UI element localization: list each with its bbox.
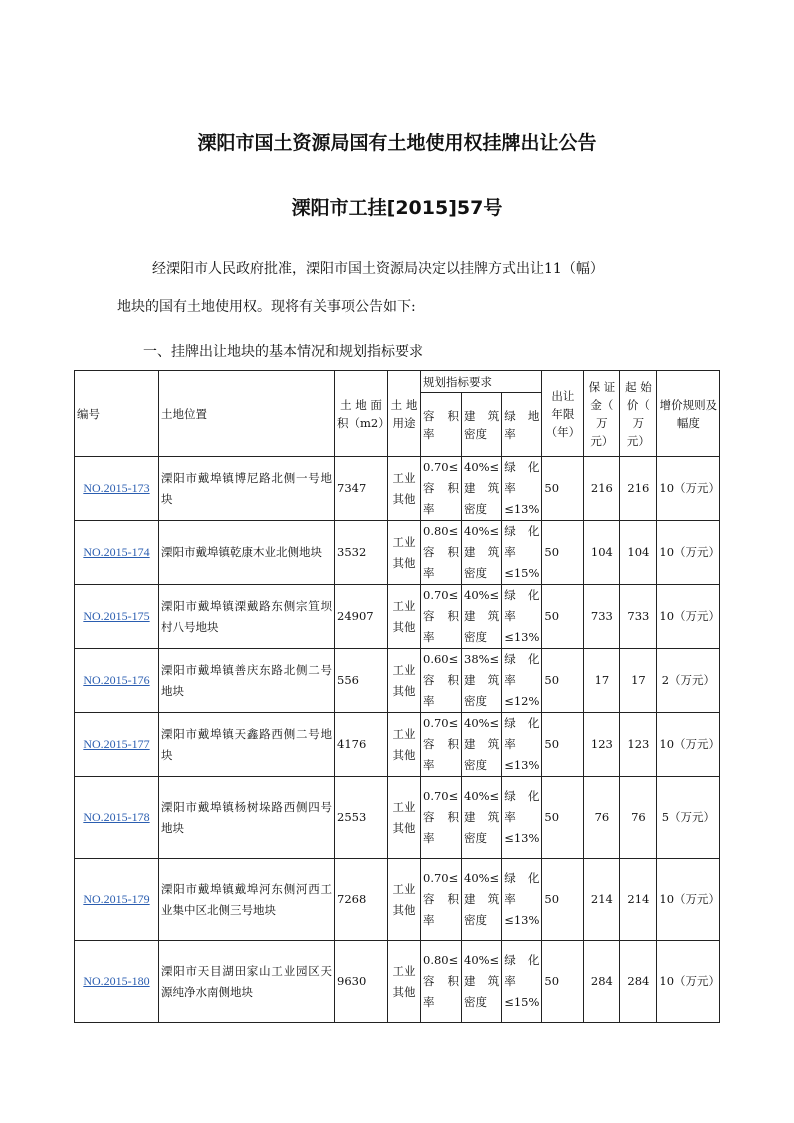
- header-deposit: 保 证 金（ 万 元）: [584, 371, 620, 457]
- cell-term: 50: [542, 713, 584, 777]
- table-row: [75, 941, 720, 1023]
- cell-density: 40%≤建 筑密度: [462, 457, 502, 521]
- cell-location: 溧阳市戴埠镇杨树垛路西侧四号地块: [159, 777, 335, 859]
- cell-start-price: 214: [620, 859, 657, 941]
- cell-area: 9630: [335, 941, 388, 1023]
- cell-density: 40%≤建 筑密度: [462, 859, 502, 941]
- parcel-number-link[interactable]: NO.2015-175: [83, 609, 150, 623]
- cell-area: 7347: [335, 457, 388, 521]
- cell-far: 0.60≤容 积率: [421, 649, 462, 713]
- cell-start-price: 733: [620, 585, 657, 649]
- cell-start-price: 123: [620, 713, 657, 777]
- cell-density: 40%≤建 筑密度: [462, 521, 502, 585]
- table-row: [75, 521, 720, 585]
- parcel-table: [74, 370, 720, 1023]
- cell-location: 溧阳市戴埠镇乾康木业北侧地块: [159, 521, 335, 585]
- cell-density: 40%≤建 筑密度: [462, 713, 502, 777]
- cell-location: 溧阳市戴埠镇戴埠河东侧河西工业集中区北侧三号地块: [159, 859, 335, 941]
- header-density: 建 筑 密度: [462, 393, 502, 457]
- cell-far: 0.70≤容 积率: [421, 713, 462, 777]
- header-planning: 规划指标要求: [421, 371, 542, 393]
- cell-increment: 5（万元）: [657, 777, 720, 859]
- cell-area: 4176: [335, 713, 388, 777]
- cell-density: 40%≤建 筑密度: [462, 585, 502, 649]
- cell-no[interactable]: [75, 859, 159, 941]
- cell-use: 工业其他: [388, 521, 421, 585]
- cell-no[interactable]: [75, 521, 159, 585]
- cell-deposit: 733: [584, 585, 620, 649]
- cell-location: 溧阳市戴埠镇溧戴路东侧宗笪坝村八号地块: [159, 585, 335, 649]
- cell-use: 工业其他: [388, 777, 421, 859]
- table-row: [75, 457, 720, 521]
- cell-deposit: 17: [584, 649, 620, 713]
- table-row: [75, 777, 720, 859]
- intro-paragraph-line1: 经溧阳市人民政府批准，溧阳市国土资源局决定以挂牌方式出让11（幅）: [152, 261, 604, 277]
- cell-use: 工业其他: [388, 941, 421, 1023]
- cell-green: 绿 化率 ≤13%: [502, 457, 542, 521]
- cell-deposit: 76: [584, 777, 620, 859]
- cell-location: 溧阳市戴埠镇博尼路北侧一号地块: [159, 457, 335, 521]
- cell-start-price: 17: [620, 649, 657, 713]
- cell-start-price: 216: [620, 457, 657, 521]
- cell-no[interactable]: [75, 585, 159, 649]
- cell-start-price: 76: [620, 777, 657, 859]
- cell-far: 0.70≤容 积率: [421, 859, 462, 941]
- cell-term: 50: [542, 941, 584, 1023]
- cell-increment: 10（万元）: [657, 521, 720, 585]
- cell-density: 38%≤建 筑密度: [462, 649, 502, 713]
- cell-use: 工业其他: [388, 457, 421, 521]
- cell-green: 绿 化率 ≤15%: [502, 941, 542, 1023]
- cell-deposit: 284: [584, 941, 620, 1023]
- cell-use: 工业其他: [388, 859, 421, 941]
- cell-density: 40%≤建 筑密度: [462, 777, 502, 859]
- table-row: [75, 859, 720, 941]
- table-row: [75, 585, 720, 649]
- cell-location: 溧阳市戴埠镇善庆东路北侧二号地块: [159, 649, 335, 713]
- table-row: [75, 649, 720, 713]
- cell-use: 工业其他: [388, 713, 421, 777]
- cell-no[interactable]: [75, 777, 159, 859]
- cell-term: 50: [542, 859, 584, 941]
- cell-start-price: 284: [620, 941, 657, 1023]
- cell-no[interactable]: [75, 713, 159, 777]
- cell-far: 0.80≤容 积率: [421, 521, 462, 585]
- cell-increment: 10（万元）: [657, 859, 720, 941]
- header-no: 编号: [75, 371, 159, 457]
- cell-green: 绿 化率 ≤12%: [502, 649, 542, 713]
- cell-area: 24907: [335, 585, 388, 649]
- cell-increment: 10（万元）: [657, 713, 720, 777]
- cell-deposit: 214: [584, 859, 620, 941]
- parcel-table-body: [75, 457, 720, 1023]
- cell-term: 50: [542, 457, 584, 521]
- header-term: 出让 年限（年）: [542, 371, 584, 457]
- cell-no[interactable]: [75, 941, 159, 1023]
- parcel-number-link[interactable]: NO.2015-176: [83, 673, 150, 687]
- cell-area: 3532: [335, 521, 388, 585]
- cell-location: 溧阳市天目湖田家山工业园区天源纯净水南侧地块: [159, 941, 335, 1023]
- document-number: 溧阳市工挂[2015]57号: [291, 197, 503, 219]
- cell-increment: 10（万元）: [657, 585, 720, 649]
- parcel-number-link[interactable]: NO.2015-180: [83, 974, 150, 988]
- cell-increment: 10（万元）: [657, 941, 720, 1023]
- cell-term: 50: [542, 521, 584, 585]
- cell-term: 50: [542, 649, 584, 713]
- cell-far: 0.70≤容 积率: [421, 777, 462, 859]
- cell-no[interactable]: [75, 649, 159, 713]
- header-far: 容 积 率: [421, 393, 462, 457]
- parcel-number-link[interactable]: NO.2015-179: [83, 892, 150, 906]
- header-location: 土地位置: [159, 371, 335, 457]
- cell-far: 0.70≤容 积率: [421, 585, 462, 649]
- document-title: 溧阳市国土资源局国有土地使用权挂牌出让公告: [197, 132, 597, 154]
- cell-increment: 10（万元）: [657, 457, 720, 521]
- header-start-price: 起 始 价（ 万 元）: [620, 371, 657, 457]
- cell-term: 50: [542, 777, 584, 859]
- cell-area: 7268: [335, 859, 388, 941]
- cell-green: 绿 化率 ≤13%: [502, 585, 542, 649]
- cell-use: 工业其他: [388, 649, 421, 713]
- cell-green: 绿 化率 ≤13%: [502, 859, 542, 941]
- cell-area: 2553: [335, 777, 388, 859]
- cell-green: 绿 化率 ≤15%: [502, 521, 542, 585]
- cell-density: 40%≤建 筑密度: [462, 941, 502, 1023]
- cell-far: 0.80≤容 积率: [421, 941, 462, 1023]
- header-use: 土 地 用途: [388, 371, 421, 457]
- header-area: 土 地 面 积（m2）: [335, 371, 388, 457]
- cell-use: 工业其他: [388, 585, 421, 649]
- cell-start-price: 104: [620, 521, 657, 585]
- cell-deposit: 123: [584, 713, 620, 777]
- cell-no[interactable]: [75, 457, 159, 521]
- header-increment: 增价规则及幅度: [657, 371, 720, 457]
- cell-location: 溧阳市戴埠镇天鑫路西侧二号地块: [159, 713, 335, 777]
- cell-green: 绿 化率 ≤13%: [502, 713, 542, 777]
- cell-increment: 2（万元）: [657, 649, 720, 713]
- cell-deposit: 216: [584, 457, 620, 521]
- parcel-number-link[interactable]: NO.2015-178: [83, 810, 150, 824]
- parcel-number-link[interactable]: NO.2015-174: [83, 545, 150, 559]
- header-green: 绿 地 率: [502, 393, 542, 457]
- section-heading: 一、挂牌出让地块的基本情况和规划指标要求: [143, 344, 423, 360]
- parcel-number-link[interactable]: NO.2015-177: [83, 737, 150, 751]
- intro-paragraph-line2: 地块的国有土地使用权。现将有关事项公告如下:: [117, 299, 416, 315]
- cell-green: 绿 化率 ≤13%: [502, 777, 542, 859]
- table-row: [75, 713, 720, 777]
- cell-deposit: 104: [584, 521, 620, 585]
- cell-far: 0.70≤容 积率: [421, 457, 462, 521]
- cell-area: 556: [335, 649, 388, 713]
- cell-term: 50: [542, 585, 584, 649]
- parcel-number-link[interactable]: NO.2015-173: [83, 481, 150, 495]
